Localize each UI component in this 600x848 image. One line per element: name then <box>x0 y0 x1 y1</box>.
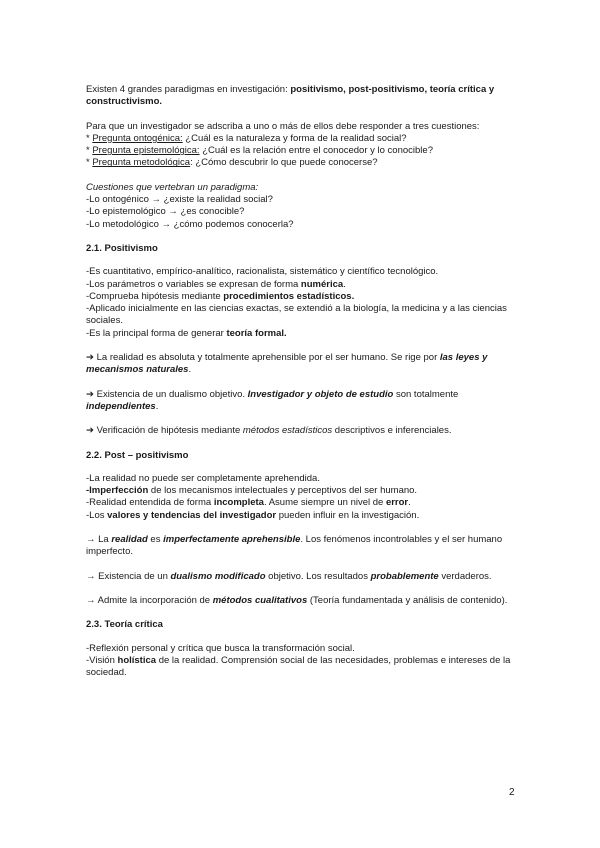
bullet-item: -Es cuantitativo, empírico-analítico, racionalista, sistemático y científico tecnológico. <box>86 266 439 278</box>
cuestion-item: -Lo metodológico → ¿cómo podemos conocerla? <box>86 218 294 230</box>
arrow-point: ➔ Existencia de un dualismo objetivo. Investigador y objeto de estudio son totalmente independientes. <box>86 388 459 412</box>
page-number: 2 <box>509 787 515 798</box>
arrow-point: ➔ Verificación de hipótesis mediante métodos estadísticos descriptivos e inferenciales. <box>86 425 452 437</box>
document-page <box>86 84 516 679</box>
section-heading-teoria-critica: 2.3. Teoría crítica <box>86 619 163 631</box>
bullet-item: -Aplicado inicialmente en las ciencias exactas, se extendió a la biología, la medicina y a las ciencias sociales. <box>86 303 507 327</box>
bullet-item: -Comprueba hipótesis mediante procedimientos estadísticos. <box>86 290 355 302</box>
cuestion-item: -Lo epistemológico → ¿es conocible? <box>86 206 245 218</box>
arrow-point: → Existencia de un dualismo modificado objetivo. Los resultados probablemente verdaderos. <box>86 570 492 582</box>
arrow-point: → Admite la incorporación de métodos cualitativos (Teoría fundamentada y análisis de contenido). <box>86 594 508 606</box>
bullet-item: -Los parámetros o variables se expresan de forma numérica. <box>86 278 346 290</box>
bullet-item: -La realidad no puede ser completamente aprehendida. <box>86 472 320 484</box>
question-item: * Pregunta ontogénica: ¿Cuál es la naturaleza y forma de la realidad social? <box>86 132 407 144</box>
bullet-item: -Es la principal forma de generar teoría formal. <box>86 327 287 339</box>
questions-lead: Para que un investigador se adscriba a uno o más de ellos debe responder a tres cuestiones: <box>86 120 480 132</box>
question-item: * Pregunta metodológica: ¿Cómo descubrir lo que puede conocerse? <box>86 157 378 169</box>
arrow-icon: ➔ <box>86 352 94 364</box>
bullet-item: -Realidad entendida de forma incompleta. Asume siempre un nivel de error. <box>86 497 411 509</box>
arrow-icon: ➔ <box>86 388 94 400</box>
arrow-icon: → <box>86 570 96 582</box>
bullet-item: -Reflexión personal y crítica que busca la transformación social. <box>86 642 355 654</box>
cuestiones-title: Cuestiones que vertebran un paradigma: <box>86 181 259 193</box>
section-heading-positivismo: 2.1. Positivismo <box>86 242 158 254</box>
arrow-point: ➔ La realidad es absoluta y totalmente aprehensible por el ser humano. Se rige por las leyes y mecanismos naturales. <box>86 352 488 376</box>
question-item: * Pregunta epistemológica: ¿Cuál es la relación entre el conocedor y lo conocible? <box>86 145 433 157</box>
intro-paragraph: Existen 4 grandes paradigmas en investigación: positivismo, post-positivismo, teoría crítica y constructivismo. <box>86 84 495 108</box>
section-heading-post-positivismo: 2.2. Post – positivismo <box>86 449 189 461</box>
cuestion-item: -Lo ontogénico → ¿existe la realidad social? <box>86 194 273 206</box>
bullet-item: -Los valores y tendencias del investigador pueden influir en la investigación. <box>86 509 420 521</box>
bullet-item: -Visión holística de la realidad. Comprensión social de las necesidades, problemas e intereses de la sociedad. <box>86 654 511 679</box>
bullet-item: -Imperfección de los mecanismos intelectuales y perceptivos del ser humano. <box>86 485 418 497</box>
arrow-point: → La realidad es imperfectamente aprehensible. Los fenómenos incontrolables y el ser humano imperfecto. <box>86 534 503 558</box>
arrow-icon: → <box>86 534 96 546</box>
arrow-icon: → <box>86 594 96 606</box>
arrow-icon: ➔ <box>86 425 94 437</box>
